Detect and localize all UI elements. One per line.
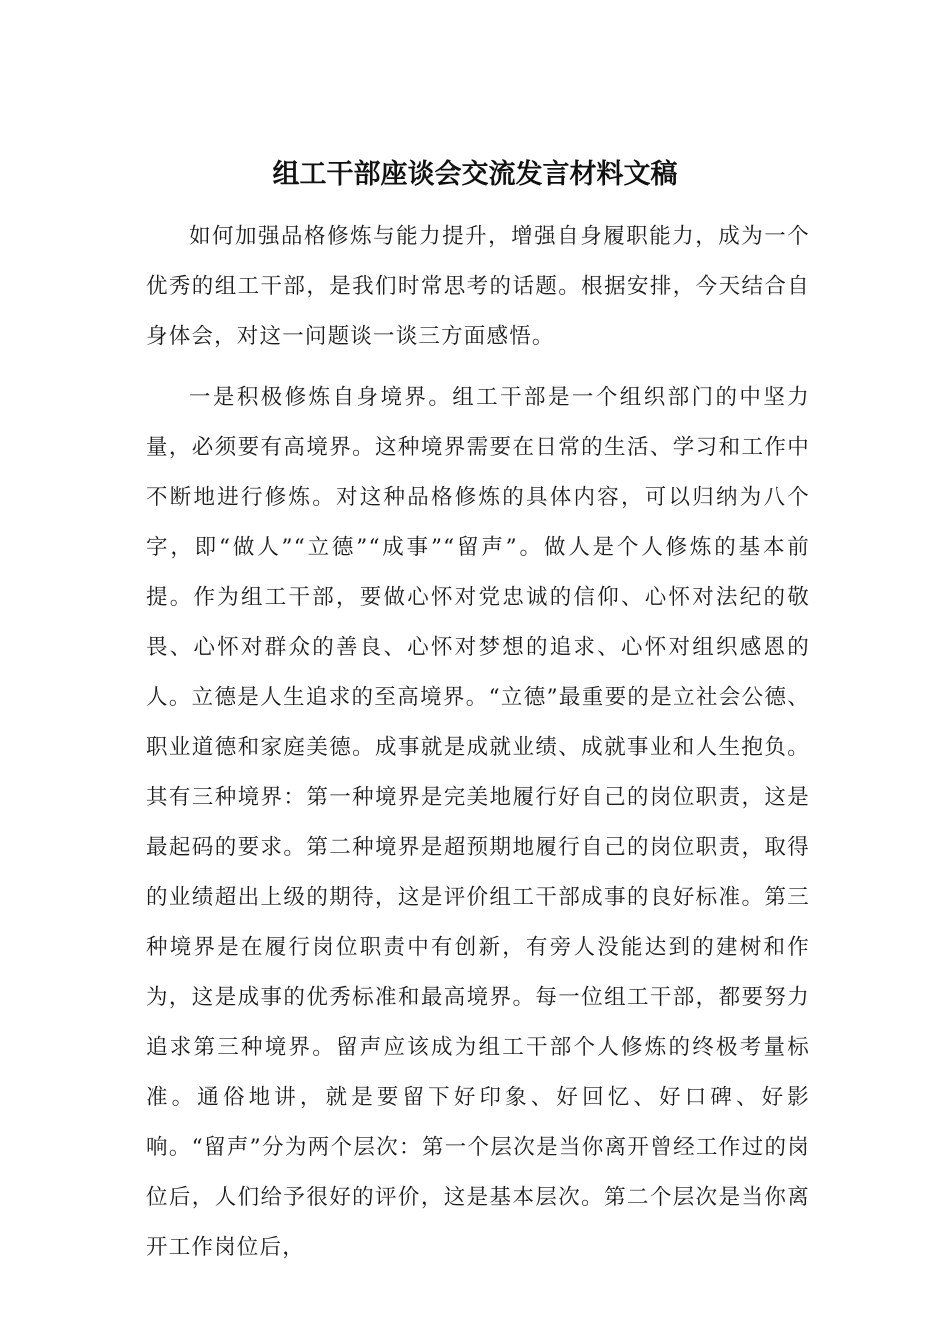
paragraph-point-one: 一是积极修炼自身境界。组工干部是一个组织部门的中坚力量，必须要有高境界。这种境界需要在日常的生活、学习和工作中不断地进行修炼。对这种品格修炼的具体内容，可以归纳为八个字，即“做人”“立德”“成事”“留声”。做人是个人修炼的基本前提。作为组工干部，要做心怀对党忠诚的信仰、心怀对法纪的敬畏、心怀对群众的善良、心怀对梦想的追求、心怀对组织感恩的人。立德是人生追求的至高境界。“立德”最重要的是立社会公德、职业道德和家庭美德。成事就是成就业绩、成就事业和人生抱负。其有三种境界：第一种境界是完美地履行好自己的岗位职责，这是最起码的要求。第二种境界是超预期地履行自己的岗位职责，取得的业绩超出上级的期待，这是评价组工干部成事的良好标准。第三种境界是在履行岗位职责中有创新，有旁人没能达到的建树和作为，这是成事的优秀标准和最高境界。每一位组工干部，都要努力追求第三种境界。留声应该成为组工干部个人修炼的终极考量标准。通俗地讲，就是要留下好印象、好回忆、好口碑、好影响。“留声”分为两个层次：第一个层次是当你离开曾经工作过的岗位后，人们给予很好的评价，这是基本层次。第二个层次是当你离开工作岗位后， — [146, 385, 810, 1260]
paragraph-intro: 如何加强品格修炼与能力提升，增强自身履职能力，成为一个优秀的组工干部，是我们时常思考的话题。根据安排，今天结合自身体会，对这一问题谈一谈三方面感悟。 — [146, 224, 810, 349]
document-title: 组工干部座谈会交流发言材料文稿 — [272, 159, 678, 190]
